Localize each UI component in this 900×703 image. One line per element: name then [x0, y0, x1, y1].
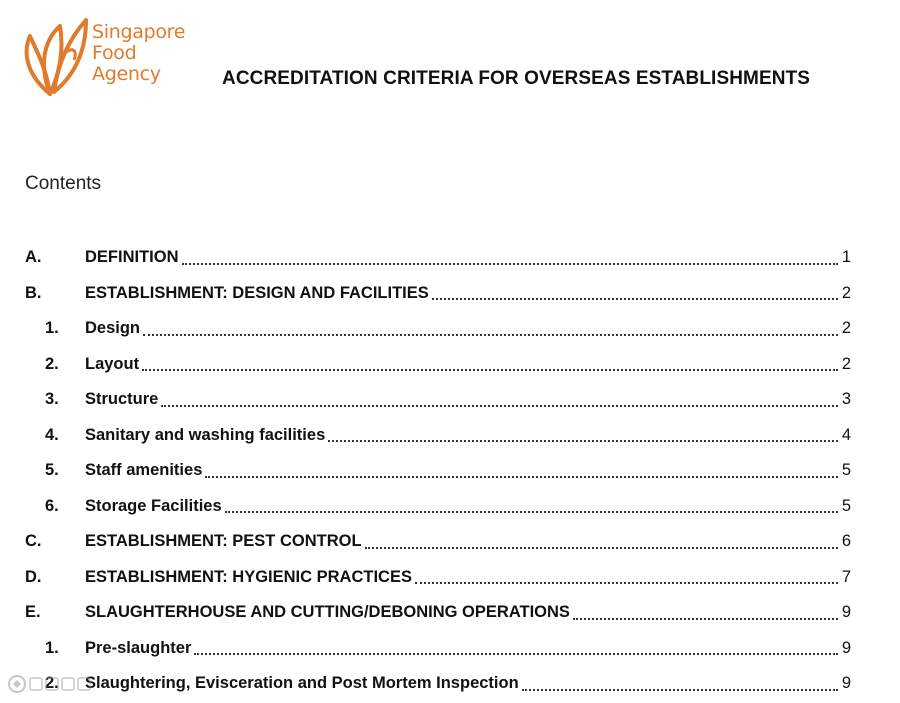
toc-dot-leader [161, 389, 838, 407]
toc-entry-label[interactable]: Layout [85, 354, 140, 373]
toc-entry-number: 4. [45, 425, 59, 444]
toc-entry[interactable] [25, 666, 851, 702]
toc-entry-number: 5. [45, 461, 59, 480]
toc-dot-leader [522, 673, 838, 691]
logo-wordmark [92, 22, 185, 85]
toc-dot-leader [142, 353, 838, 371]
toc-entry-label[interactable]: Sanitary and washing facilities [85, 425, 326, 444]
toc-entry[interactable] [25, 418, 851, 454]
toc-entry-label[interactable]: Pre-slaughter [85, 638, 192, 657]
toc-entry[interactable] [25, 489, 851, 525]
toc-entry[interactable] [25, 560, 851, 596]
logo-line-1: Singapore [92, 21, 186, 43]
toc-entry-number: D. [25, 567, 42, 586]
toc-entry-label[interactable]: Storage Facilities [85, 496, 222, 515]
document-title: ACCREDITATION CRITERIA FOR OVERSEAS ESTABLISHMENTS [222, 68, 811, 89]
toc-entry-page-number[interactable]: 7 [841, 567, 851, 586]
toc-entry[interactable] [25, 631, 851, 667]
logo-line-3: Agency [92, 63, 161, 85]
watermark-logo-icon [6, 672, 96, 696]
toc-entry-number: E. [25, 603, 41, 622]
toc-entry-page-number[interactable]: 9 [841, 638, 851, 657]
toc-entry-label[interactable]: ESTABLISHMENT: DESIGN AND FACILITIES [85, 283, 429, 302]
toc-dot-leader [365, 531, 838, 549]
toc-entry[interactable] [25, 453, 851, 489]
toc-entry-number: 1. [45, 638, 59, 657]
watermark [6, 672, 96, 696]
toc-entry-number: 3. [45, 390, 59, 409]
toc-entry-number: 2. [45, 674, 59, 693]
toc-dot-leader [182, 247, 839, 265]
toc-entry-page-number[interactable]: 3 [841, 390, 851, 409]
toc-entry-page-number[interactable]: 6 [841, 532, 851, 551]
toc-entry[interactable] [25, 382, 851, 418]
toc-entry-page-number[interactable]: 2 [841, 283, 851, 302]
toc-entry-page-number[interactable]: 9 [841, 603, 851, 622]
toc-entry-page-number[interactable]: 2 [841, 354, 851, 373]
toc-entry-number: B. [25, 283, 42, 302]
toc-entry-label[interactable]: Staff amenities [85, 461, 203, 480]
toc-dot-leader [143, 318, 838, 336]
sfa-leaf-logo-icon [20, 6, 92, 102]
toc-dot-leader [415, 566, 838, 584]
sfa-logo [20, 6, 195, 106]
toc-dot-leader [432, 282, 838, 300]
toc-dot-leader [194, 637, 838, 655]
toc-entry[interactable] [25, 311, 851, 347]
toc-dot-leader [573, 602, 838, 620]
toc-entry-label[interactable]: Slaughtering, Evisceration and Post Mortem Inspection [85, 674, 519, 693]
toc-entry-number: 1. [45, 319, 59, 338]
toc-entry-page-number[interactable]: 2 [841, 319, 851, 338]
toc-dot-leader [225, 495, 838, 513]
toc-entry[interactable] [25, 240, 851, 276]
toc-entry-label[interactable]: SLAUGHTERHOUSE AND CUTTING/DEBONING OPERATIONS [85, 603, 570, 622]
toc-dot-leader [205, 460, 838, 478]
toc-dot-leader [328, 424, 838, 442]
toc-entry-page-number[interactable]: 9 [841, 674, 851, 693]
toc-entry-page-number[interactable]: 5 [841, 461, 851, 480]
toc-entry-number: 6. [45, 496, 59, 515]
toc-entry-number: C. [25, 532, 42, 551]
toc-entry-label[interactable]: DEFINITION [85, 248, 179, 267]
toc-entry[interactable] [25, 524, 851, 560]
toc-entry-page-number[interactable]: 4 [841, 425, 851, 444]
logo-line-2: Food [92, 42, 137, 64]
toc-entry-number: 2. [45, 354, 59, 373]
toc-entry-number: A. [25, 248, 42, 267]
toc-entry-page-number[interactable]: 5 [841, 496, 851, 515]
contents-heading: Contents [25, 173, 102, 194]
toc-entry[interactable] [25, 595, 851, 631]
toc-entry-label[interactable]: ESTABLISHMENT: HYGIENIC PRACTICES [85, 567, 412, 586]
toc-entry-label[interactable]: Design [85, 319, 141, 338]
toc-entry[interactable] [25, 276, 851, 312]
toc-entry-label[interactable]: ESTABLISHMENT: PEST CONTROL [85, 532, 362, 551]
toc-entry-page-number[interactable]: 1 [841, 248, 851, 267]
toc-entry-label[interactable]: Structure [85, 390, 159, 409]
table-of-contents [25, 240, 851, 702]
toc-entry[interactable] [25, 347, 851, 383]
